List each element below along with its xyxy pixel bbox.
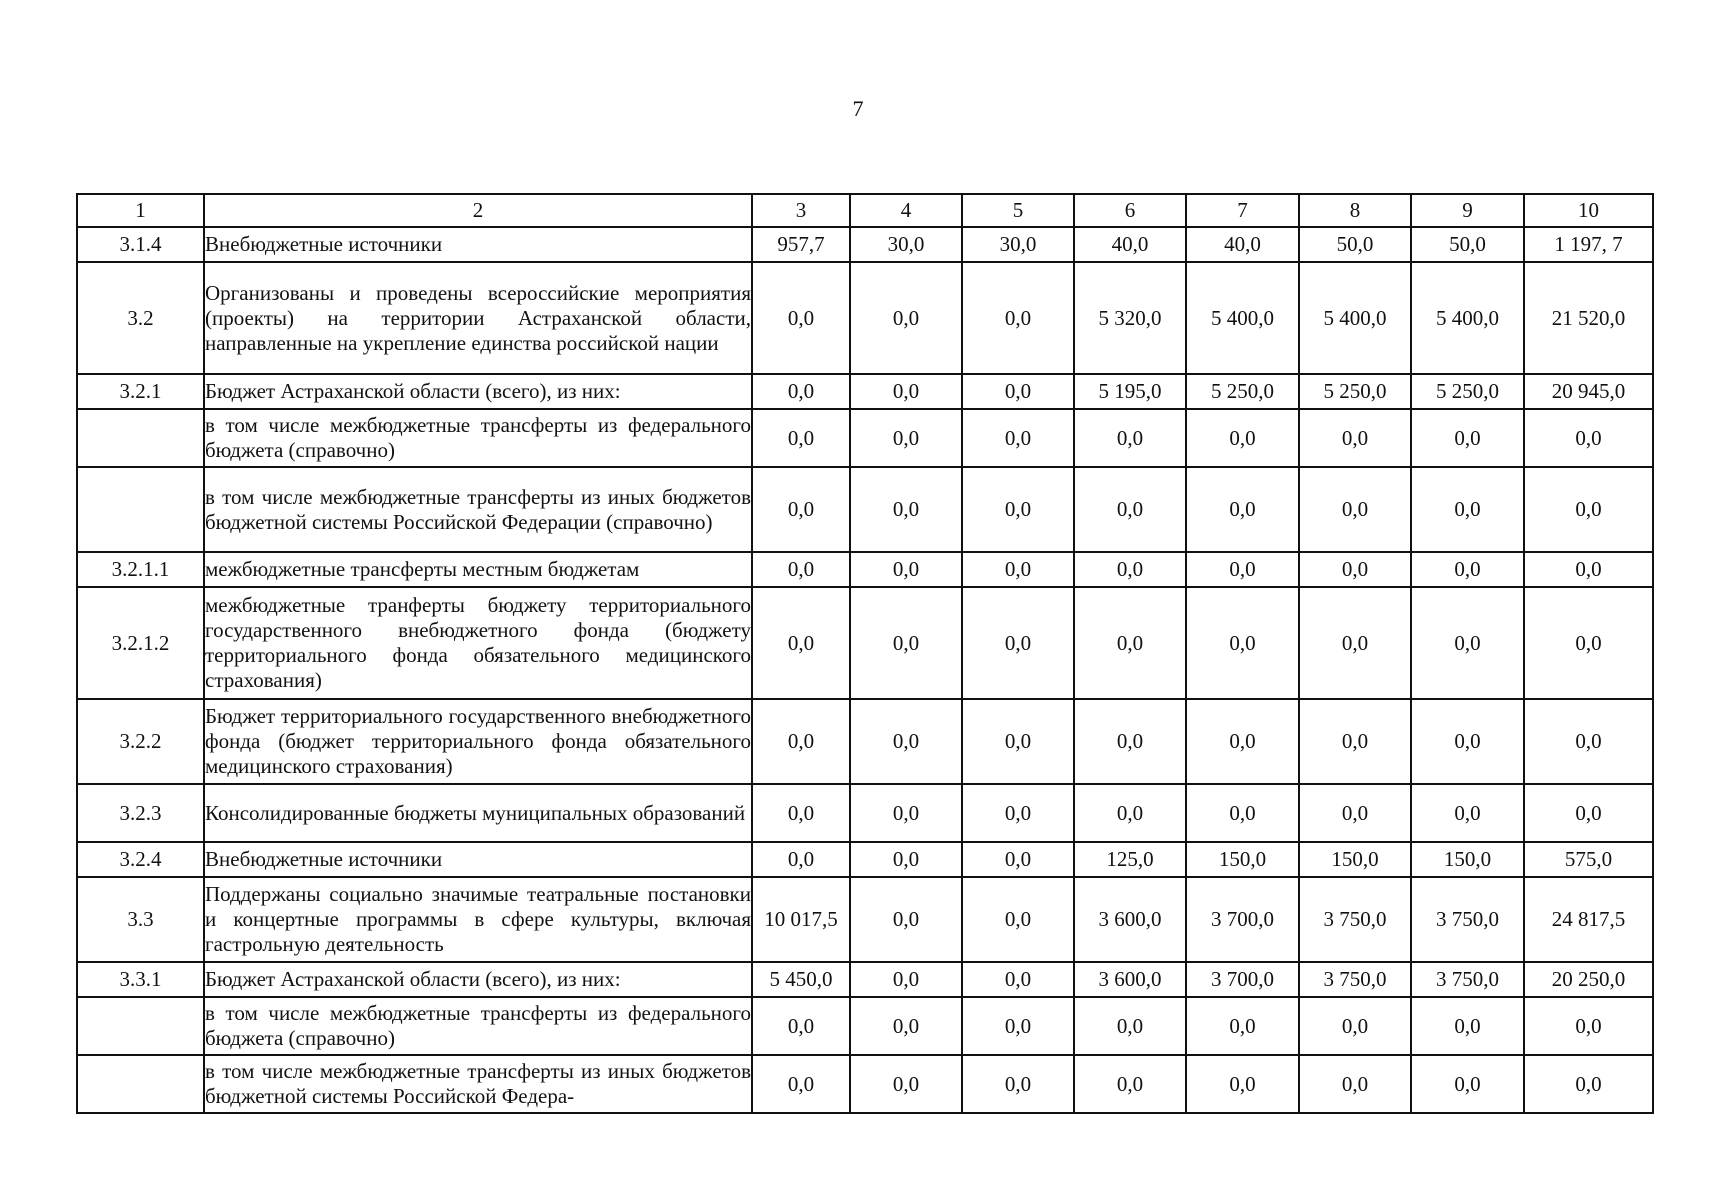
row-value: 40,0 (1074, 227, 1186, 262)
row-value: 0,0 (962, 409, 1074, 467)
table-row (77, 699, 1653, 784)
row-value: 0,0 (962, 552, 1074, 587)
row-value: 50,0 (1299, 227, 1411, 262)
page-number: 7 (852, 96, 864, 121)
row-value: 3 750,0 (1299, 877, 1411, 962)
row-value: 0,0 (850, 842, 962, 877)
row-value: 0,0 (752, 1055, 850, 1113)
row-value: 5 400,0 (1411, 262, 1524, 374)
row-value: 0,0 (1411, 552, 1524, 587)
row-value: 3 750,0 (1411, 962, 1524, 997)
table-row (77, 1055, 1653, 1113)
row-value: 0,0 (1411, 1055, 1524, 1113)
row-value: 24 817,5 (1524, 877, 1653, 962)
row-value: 3 700,0 (1186, 962, 1299, 997)
row-code: 3.2.1 (77, 374, 204, 409)
row-value: 0,0 (850, 962, 962, 997)
row-code: 3.2 (77, 262, 204, 374)
table-row (77, 784, 1653, 842)
row-value: 0,0 (1074, 699, 1186, 784)
row-code (77, 1055, 204, 1113)
row-code: 3.3.1 (77, 962, 204, 997)
row-value: 30,0 (850, 227, 962, 262)
row-value: 20 945,0 (1524, 374, 1653, 409)
row-name: Бюджет Астраханской области (всего), из них: (204, 374, 752, 409)
row-value: 20 250,0 (1524, 962, 1653, 997)
row-value: 0,0 (1411, 409, 1524, 467)
column-header: 8 (1299, 194, 1411, 227)
row-value: 5 450,0 (752, 962, 850, 997)
row-value: 0,0 (752, 374, 850, 409)
row-value: 0,0 (1074, 1055, 1186, 1113)
row-value: 0,0 (1186, 587, 1299, 699)
row-value: 3 750,0 (1299, 962, 1411, 997)
table-row (77, 877, 1653, 962)
row-value: 957,7 (752, 227, 850, 262)
row-name: Консолидированные бюджеты муниципальных образований (204, 784, 752, 842)
row-value: 3 600,0 (1074, 877, 1186, 962)
row-value: 0,0 (1299, 552, 1411, 587)
header-row (77, 194, 1653, 227)
table-row (77, 467, 1653, 552)
row-value: 0,0 (962, 784, 1074, 842)
column-header: 9 (1411, 194, 1524, 227)
row-name: в том числе межбюджетные трансферты из иных бюджетов бюджетной системы Российской Федерации (справочно) (204, 467, 752, 552)
row-value: 3 750,0 (1411, 877, 1524, 962)
row-code: 3.2.4 (77, 842, 204, 877)
column-header: 2 (204, 194, 752, 227)
row-value: 0,0 (1299, 587, 1411, 699)
row-value: 0,0 (752, 552, 850, 587)
column-header: 5 (962, 194, 1074, 227)
row-name: Внебюджетные источники (204, 842, 752, 877)
table-row (77, 262, 1653, 374)
table-row (77, 374, 1653, 409)
row-value: 0,0 (1299, 784, 1411, 842)
row-value: 50,0 (1411, 227, 1524, 262)
row-value: 0,0 (1186, 997, 1299, 1055)
row-value: 0,0 (1411, 997, 1524, 1055)
column-header: 6 (1074, 194, 1186, 227)
row-value: 0,0 (752, 262, 850, 374)
row-value: 0,0 (962, 587, 1074, 699)
row-code: 3.2.2 (77, 699, 204, 784)
row-code (77, 409, 204, 467)
row-name: в том числе межбюджетные трансферты из федерального бюджета (справочно) (204, 409, 752, 467)
row-value: 0,0 (1299, 997, 1411, 1055)
row-value: 0,0 (962, 877, 1074, 962)
row-name: Организованы и проведены всероссийские мероприятия (проекты) на территории Астраханской области, направленные на укрепление единства российской нации (204, 262, 752, 374)
table-row (77, 409, 1653, 467)
row-value: 0,0 (850, 262, 962, 374)
row-value: 0,0 (752, 699, 850, 784)
row-value: 0,0 (962, 1055, 1074, 1113)
row-code: 3.2.1.1 (77, 552, 204, 587)
row-value: 0,0 (1524, 552, 1653, 587)
column-header: 10 (1524, 194, 1653, 227)
row-value: 0,0 (1411, 587, 1524, 699)
row-value: 0,0 (850, 699, 962, 784)
column-header: 1 (77, 194, 204, 227)
row-value: 0,0 (850, 784, 962, 842)
row-value: 1 197, 7 (1524, 227, 1653, 262)
row-value: 0,0 (1299, 467, 1411, 552)
row-value: 0,0 (1411, 784, 1524, 842)
row-value: 10 017,5 (752, 877, 850, 962)
row-value: 0,0 (1524, 997, 1653, 1055)
row-name: Внебюджетные источники (204, 227, 752, 262)
table-row (77, 227, 1653, 262)
row-value: 0,0 (752, 409, 850, 467)
row-value: 0,0 (1524, 467, 1653, 552)
row-value: 0,0 (1186, 467, 1299, 552)
row-value: 575,0 (1524, 842, 1653, 877)
row-value: 0,0 (962, 467, 1074, 552)
row-value: 0,0 (1186, 552, 1299, 587)
row-value: 0,0 (850, 1055, 962, 1113)
row-value: 0,0 (1524, 409, 1653, 467)
column-header: 3 (752, 194, 850, 227)
row-name: Бюджет территориального государственного внебюджетного фонда (бюджет территориального фонда обязательного медицинского страхования) (204, 699, 752, 784)
row-name: Поддержаны социально значимые театральные постановки и концертные программы в сфере культуры, включая гастрольную деятельность (204, 877, 752, 962)
row-value: 5 250,0 (1411, 374, 1524, 409)
row-code (77, 997, 204, 1055)
budget-table (76, 193, 1654, 1114)
row-value: 0,0 (1074, 997, 1186, 1055)
row-code: 3.2.3 (77, 784, 204, 842)
row-value: 30,0 (962, 227, 1074, 262)
row-value: 0,0 (850, 374, 962, 409)
table-row (77, 842, 1653, 877)
row-value: 0,0 (962, 262, 1074, 374)
row-value: 0,0 (752, 467, 850, 552)
row-value: 3 600,0 (1074, 962, 1186, 997)
row-value: 0,0 (1074, 409, 1186, 467)
row-code: 3.1.4 (77, 227, 204, 262)
row-value: 5 250,0 (1299, 374, 1411, 409)
row-value: 0,0 (752, 842, 850, 877)
row-value: 5 400,0 (1299, 262, 1411, 374)
table-row (77, 587, 1653, 699)
row-value: 0,0 (1524, 699, 1653, 784)
row-value: 5 320,0 (1074, 262, 1186, 374)
row-value: 0,0 (1074, 552, 1186, 587)
row-value: 0,0 (962, 962, 1074, 997)
row-value: 0,0 (850, 997, 962, 1055)
row-value: 0,0 (1186, 699, 1299, 784)
row-value: 150,0 (1186, 842, 1299, 877)
row-value: 0,0 (1411, 699, 1524, 784)
row-value: 0,0 (1074, 467, 1186, 552)
row-value: 21 520,0 (1524, 262, 1653, 374)
row-code: 3.2.1.2 (77, 587, 204, 699)
row-value: 0,0 (962, 997, 1074, 1055)
row-name: в том числе межбюджетные трансферты из федерального бюджета (справочно) (204, 997, 752, 1055)
row-value: 150,0 (1411, 842, 1524, 877)
row-value: 0,0 (850, 877, 962, 962)
row-value: 0,0 (1299, 699, 1411, 784)
row-value: 0,0 (850, 552, 962, 587)
row-value: 125,0 (1074, 842, 1186, 877)
row-value: 0,0 (1186, 784, 1299, 842)
row-value: 150,0 (1299, 842, 1411, 877)
row-value: 0,0 (1524, 587, 1653, 699)
row-name: в том числе межбюджетные трансферты из иных бюджетов бюджетной системы Российской Федера- (204, 1055, 752, 1113)
row-value: 0,0 (1074, 587, 1186, 699)
row-value: 40,0 (1186, 227, 1299, 262)
row-name: межбюджетные трансферты местным бюджетам (204, 552, 752, 587)
row-value: 0,0 (850, 467, 962, 552)
row-value: 0,0 (1186, 1055, 1299, 1113)
row-code: 3.3 (77, 877, 204, 962)
row-code (77, 467, 204, 552)
row-value: 0,0 (850, 409, 962, 467)
row-value: 0,0 (1186, 409, 1299, 467)
row-value: 3 700,0 (1186, 877, 1299, 962)
row-value: 0,0 (1524, 784, 1653, 842)
table-row (77, 962, 1653, 997)
row-value: 0,0 (962, 842, 1074, 877)
column-header: 4 (850, 194, 962, 227)
row-value: 0,0 (962, 699, 1074, 784)
row-value: 0,0 (752, 587, 850, 699)
row-value: 0,0 (1299, 1055, 1411, 1113)
row-value: 0,0 (1524, 1055, 1653, 1113)
row-value: 0,0 (850, 587, 962, 699)
row-value: 0,0 (752, 997, 850, 1055)
row-value: 0,0 (1074, 784, 1186, 842)
column-header: 7 (1186, 194, 1299, 227)
row-name: Бюджет Астраханской области (всего), из них: (204, 962, 752, 997)
row-value: 0,0 (962, 374, 1074, 409)
row-value: 0,0 (1411, 467, 1524, 552)
table-row (77, 552, 1653, 587)
row-value: 5 195,0 (1074, 374, 1186, 409)
row-value: 0,0 (1299, 409, 1411, 467)
row-value: 5 250,0 (1186, 374, 1299, 409)
row-value: 5 400,0 (1186, 262, 1299, 374)
row-value: 0,0 (752, 784, 850, 842)
table-row (77, 997, 1653, 1055)
row-name: межбюджетные транферты бюджету территориального государственного внебюджетного фонда (бюджету территориального фонда обязательного медицинского страхования) (204, 587, 752, 699)
